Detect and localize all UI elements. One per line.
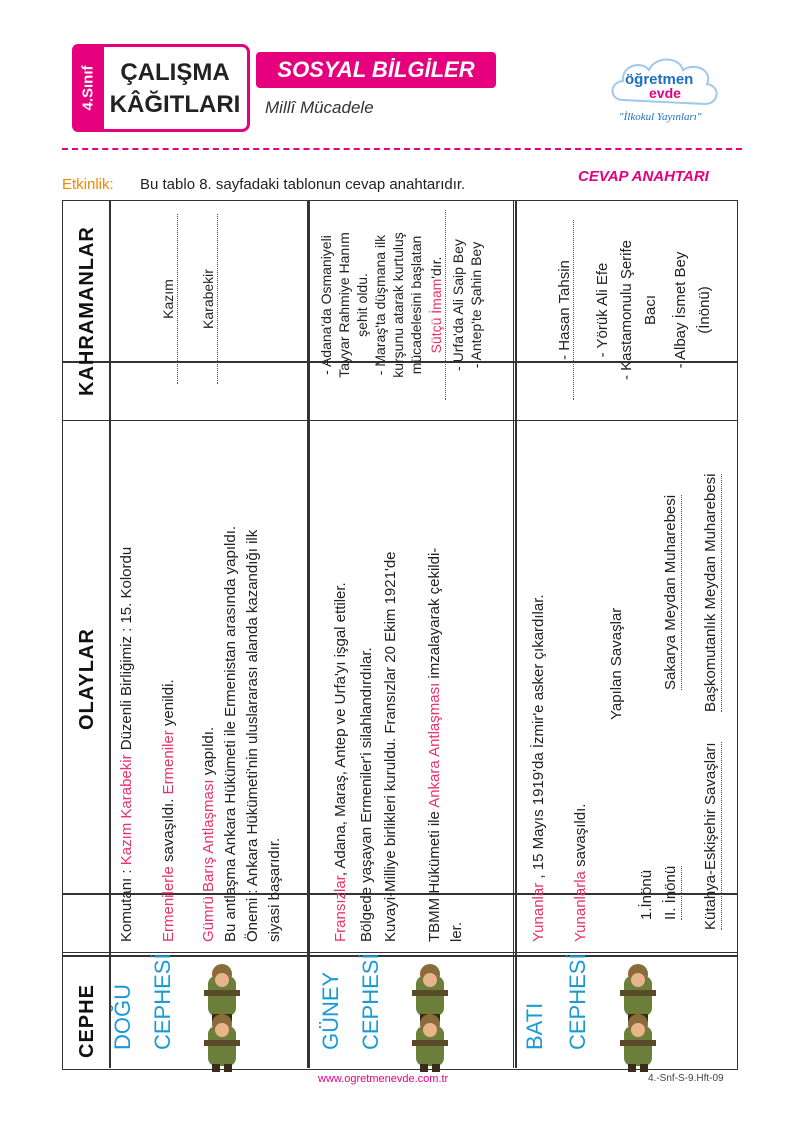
guney-hero-2: Tayyar Rahmiye Hanım: [336, 232, 352, 378]
header-events: OLAYLAR: [76, 628, 98, 730]
column-divider-2: [308, 201, 310, 1068]
header-heroes: KAHRAMANLAR: [76, 226, 98, 396]
publisher-logo: [605, 48, 725, 128]
bati-battle-5: Başkomutanlık Meydan Muharebesi: [700, 474, 722, 712]
dogu-hero-2: Karabekir: [200, 214, 218, 384]
guney-hero-7: Sütçü İmam'dır.: [428, 210, 446, 400]
bati-battle-4: Sakarya Meydan Muharebesi: [660, 495, 682, 690]
front-dogu-line1: DOĞU: [110, 984, 135, 1050]
column-divider-1: [109, 201, 111, 1068]
guney-event-1: Fransızlar, Adana, Maraş, Antep ve Urfa'yı işgal ettiler.: [332, 582, 349, 942]
logo-word-2: evde: [649, 85, 681, 101]
guney-hero-5: kurşunu atarak kurtuluş: [390, 232, 406, 378]
dogu-event-6: siyasi başarıdır.: [266, 837, 283, 942]
bati-hero-5: - Albay İsmet Bey: [672, 251, 689, 369]
front-guney-line1: GÜNEY: [318, 971, 343, 1050]
topic-label: Millî Mücadele: [265, 98, 374, 117]
bati-hero-3: - Kastamonulu Şerife: [618, 239, 635, 381]
dogu-hero-1: Kazım: [160, 214, 178, 384]
row-divider-dogu-guney: [307, 200, 308, 1068]
bati-battle-1: 1.İnönü: [638, 869, 655, 920]
bati-event-2: Yunanlarla savaşıldı.: [572, 803, 589, 942]
footer-url[interactable]: www.ogretmenevde.com.tr: [318, 1073, 449, 1085]
soldier-illustration: [410, 1012, 450, 1074]
header-divider: [62, 148, 742, 150]
guney-event-5: ler.: [448, 921, 465, 942]
events-heroes-divider: [62, 420, 738, 421]
title-line-2: KÂĞITLARI: [109, 91, 241, 118]
front-dogu-line2: CEPHESİ: [150, 953, 175, 1050]
soldier-illustration: [202, 1012, 242, 1074]
answer-key-label: CEVAP ANAHTARI: [578, 168, 709, 185]
front-bati-line2: CEPHESİ: [565, 953, 590, 1050]
bati-hero-4: Bacı: [642, 295, 659, 326]
front-bati-line1: BATI: [522, 1002, 547, 1050]
dogu-event-5: Önemi : Ankara Hükümeti'nin uluslararası alanda kazandığı ilk: [244, 529, 261, 942]
bati-event-1: Yunanlar , 15 Mayıs 1919'da İzmir'e asker çıkardılar.: [530, 594, 547, 942]
bati-hero-6: (İnönü): [696, 286, 713, 334]
activity-label: Etkinlik:: [62, 176, 114, 193]
guney-event-2: Bölgede yaşayan Ermeniler'i silahlandırdılar.: [358, 647, 375, 942]
soldier-illustration: [618, 1012, 658, 1074]
footer-code: 4.-Snf-S-9.Hft-09: [648, 1073, 724, 1084]
row-divider-guney-bati: [513, 200, 514, 1068]
worksheet-title: [100, 44, 250, 132]
title-line-1: ÇALIŞMA: [120, 59, 230, 86]
logo-tagline: "İlkokul Yayınları": [619, 111, 702, 123]
bati-battle-2: II. İnönü: [660, 866, 682, 920]
dogu-event-1: Komutanı : Kazım Karabekir Düzenli Birliğimiz : 15. Kolordu: [118, 546, 135, 942]
guney-hero-4: - Maraş'ta düşmana ilk: [372, 234, 388, 376]
header-front: CEPHE: [76, 984, 98, 1058]
guney-hero-3: şehit oldu.: [354, 273, 370, 337]
guney-hero-8: - Urfa'da Ali Saip Bey: [450, 239, 466, 371]
guney-hero-1: - Adana'da Osmaniyeli: [318, 235, 334, 375]
bati-hero-1: - Hasan Tahsin: [556, 220, 574, 400]
column-divider-3: [515, 201, 517, 1068]
bati-battles-title: Yapılan Savaşlar: [608, 607, 625, 720]
bati-battle-3: Kütahya-Eskişehir Savaşları: [700, 742, 722, 930]
dogu-event-4: Bu antlaşma Ankara Hükümeti ile Ermenistan arasında yapıldı.: [222, 525, 239, 942]
activity-text: Bu tablo 8. sayfadaki tablonun cevap anahtarıdır.: [140, 176, 466, 193]
subject-banner: SOSYAL BİLGİLER: [256, 52, 496, 88]
dogu-event-3: Gümrü Barış Antlaşması yapıldı.: [200, 726, 217, 942]
bati-hero-2: - Yörük Ali Efe: [594, 262, 611, 358]
guney-hero-6: mücadelesini başlatan: [408, 235, 424, 375]
front-guney-line2: CEPHESİ: [358, 953, 383, 1050]
logo-word-1: öğretmen: [625, 71, 694, 88]
guney-event-4: TBMM Hükümeti ile Ankara Antlaşması imzalayarak çekildi-: [426, 547, 443, 942]
dogu-event-2: Ermenilerle savaşıldı. Ermeniler yenildi.: [160, 679, 177, 942]
grade-label: 4.Sınıf: [79, 65, 97, 111]
guney-event-3: Kuvayi-Milliye birlikleri kuruldu. Fransızlar 20 Ekim 1921'de: [382, 551, 399, 942]
guney-hero-9: - Antep'te Şahin Bey: [468, 241, 484, 369]
